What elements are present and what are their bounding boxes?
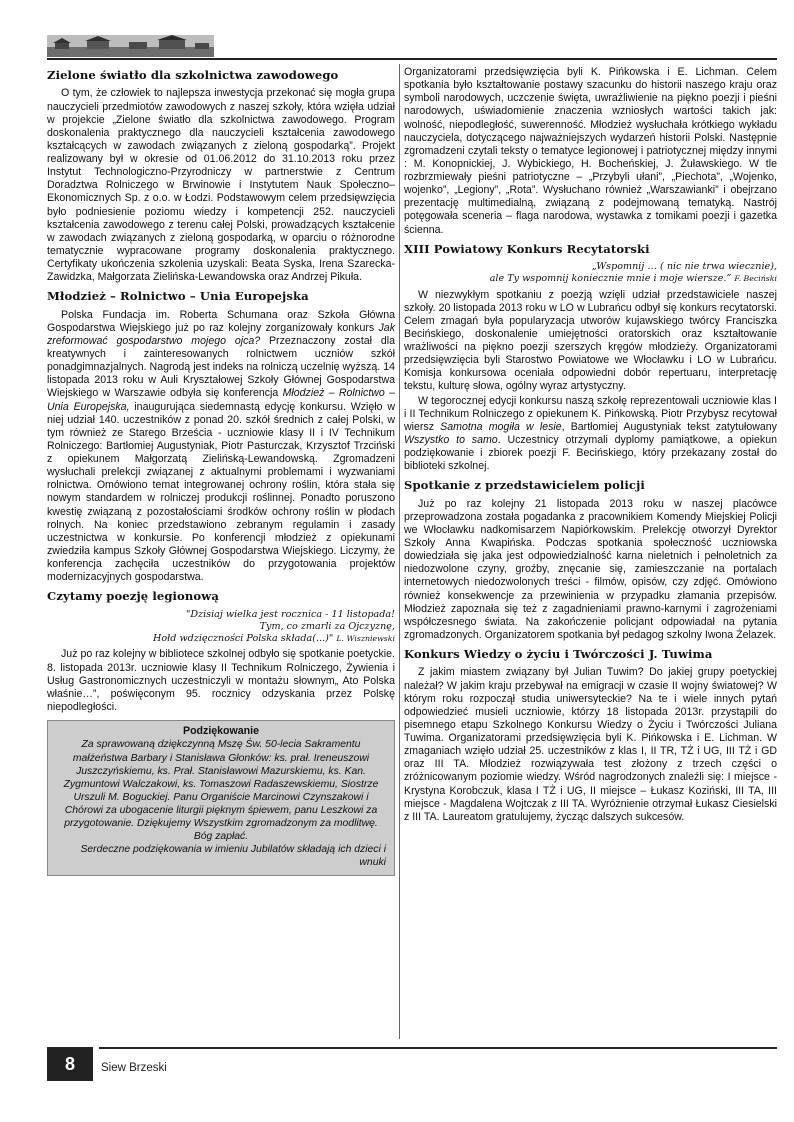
article-paragraph: Organizatorami przedsięwzięcia byli K. Pińkowska i E. Lichman. Celem spotkania było kształtowanie postawy szacunku do historii naszego kraju oraz symboli narodowych, uczczenie święta, uwrażliwienie na piękno poezji i pieśni narodowych, uświadomienie znaczenia wzniosłych wartości takich jak: wolność, niepodległość, suwerenność. Młodzież wysłuchała krótkiego wykładu nauczyciela, dotyczącego najważniejszych wydarzeń historii Polski. Następnie zgromadzeni czytali teksty o tematyce legionowej i patriotycznej między innymi : M. Konopnickiej, J. Wybickiego, H. Bocheńskiej, J. Żuławskiego. W tle rozbrzmiewały pieśni patriotyczne – „Przybyli ułani”, „Piechota”, „Wojenko, wojenko”, „Legiony”, „Rota”. Wysłuchano również „Warszawianki” i obejrzano prezentację multimedialną, związaną z podejmowaną tematyką. Nastrój potęgowała sceneria – flaga narodowa, wystawka z tomikami poezji i gazetka ścienna.	[404, 66, 777, 236]
article-title-tuwim-contest: Konkurs Wiedzy o życiu i Twórczości J. Tuwima	[404, 647, 713, 662]
article-paragraph: W niezwykłym spotkaniu z poezją wzięli udział przedstawiciele naszej szkoły. 20 listopada 2013 roku w LO w Lubrańcu odbył się konkurs recytatorski. Celem zmagań była popularyzacja utworów kujawskiego twórcy Franciszka Becińskiego, doskonalenie umiejętności oratorskich oraz kształtowanie wrażliwości na piękno poezji szerszych kręgów młodzieży. Organizatorami przedsięwzięcia byli Starostwo Powiatowe we Włocławku i LO w Lubrańcu. Komisja konkursowa oceniała odpowiedni dobór repertuaru, interpretację tekstu, kulturę słowa, ogólny wyraz artystyczny.	[404, 288, 777, 393]
footer-rule	[99, 1047, 777, 1049]
page-number: 8	[47, 1047, 93, 1081]
thanks-box	[47, 720, 395, 876]
article-paragraph: W tegorocznej edycji konkursu naszą szkołę reprezentowali uczniowie klas I i II Technikum Rolniczego z opiekunem K. Pińkowską. Piotr Przybysz recytował wiersz Samotna mogiła w lesie, Bartłomiej Augustyniak tekst zatytułowany Wszystko to samo. Uczestnicy otrzymali dyplomy pamiątkowe, a opiekun podziękowanie i zbiorek poezji F. Becińskiego, który przekazany został do biblioteki szkolnej.	[404, 394, 777, 473]
article-paragraph: Polska Fundacja im. Roberta Schumana oraz Szkoła Główna Gospodarstwa Wiejskiego już po raz kolejny zorganizowały konkurs Jak zreformować gospodarstwo mojego ojca? Przeznaczony został dla kreatywnych i zainteresowanych rolnictwem uczniów szkół ponadgimnazjalnych. Nagrodą jest indeks na rolniczą uczelnię wyższą. 14 listopada 2013 roku w Auli Kryształowej Szkoły Głównej Gospodarstwa Wiejskiego w Warszawie odbyła się konferencja Młodzież – Rolnictwo – Unia Europejska, inaugurująca siedemnastą edycję konkursu. Wzięło w niej udział 140. uczestników z ponad 20. szkół średnich z całej Polski, w tym również ze Starego Brześcia - uczniowie klasy II i IV Technikum Rolniczego: Bartłomiej Augustyniak, Piotr Pasturczak, Krzysztof Trzciński z opiekunem Małgorzatą Zielińską-Lewandowską. Zgromadzeni wysłuchali prelekcji związanej z aktualnymi problemami i wyzwaniami rolnictwa. Omówiono temat integrowanej ochrony roślin, która stała się nowym standardem w rolniczej produkcji roślinnej. Ponadto poruszono kwestię związaną z pozostałościami środków ochrony roślin w płodach rolnych. Na koniec przedstawiono zebranym regulamin i zasady uczestnictwa w konkursie. Po konferencji młodzież z opiekunami zwiedziła kampus Szkoły Głównej Gospodarstwa Wiejskiego. Liczymy, że konferencja zachęciła uczestników do przygotowania projektów modernizacyjnych gospodarstwa.	[47, 308, 395, 584]
article-paragraph: Już po raz kolejny w bibliotece szkolnej odbyło się spotkanie poetyckie. 8. listopada 2013r. uczniowie klasy II Technikum Rolniczego, Żywienia i Usług Gastronomicznych uczestniczyli w montażu słownym„ Ato Polska właśnie…”, poświęconym 95. rocznicy odzyskania przez Polskę niepodległości.	[47, 648, 395, 713]
article-title-police-meeting: Spotkanie z przedstawicielem policji	[404, 478, 645, 493]
header-photo-strip	[47, 35, 214, 57]
article-paragraph: O tym, że człowiek to najlepsza inwestycja przekonać się mogła grupa nauczycieli przedmiotów zawodowych z naszej szkoły, która wzięła udział w projekcie „Zielone światło dla szkolnictwa zawodowego. Program doskonalenia praktycznego dla nauczycieli kształcenia zawodowego kształcących w zawodach związanych z zieloną gospodarką”. Projekt realizowany był w okresie od 01.06.2012 do 31.10.2013 roku przez Instytut Technologiczno-Przyrodniczy w partnerstwie z Centrum Doradztwa Rolniczego w Brwinowie i Instytutem Nauk Społeczno–Ekonomicznych Sp. z o.o. w Łodzi. Podstawowym celem przedsięwzięcia było podniesienie poziomu wiedzy i kompetencji 252. nauczycieli kształcenia zawodowego z terenu całej Polski, prowadzących kształcenie w zawodach związanych z zieloną gospodarką, w oparciu o różnorodne tematycznie wypracowane programy doskonalenia praktycznego. Certyfikaty ukończenia szkolenia uzyskali: Beata Syska, Irena Szarecka-Zawidzka, Małgorzata Zielińska-Lewandowska oraz Andrzej Pikuła.	[47, 87, 395, 284]
article-title-recitation-contest: XIII Powiatowy Konkurs Recytatorski	[404, 241, 650, 256]
article-title-legion-poetry: Czytamy poezję legionową	[47, 589, 219, 604]
poetry-motto: „Wspomnij … ( nic nie trwa wiecznie), ale Ty wspomnij koniecznie mnie i moje wiersze.” F. Beciński	[489, 261, 777, 285]
article-title-green-light: Zielone światło dla szkolnictwa zawodowego	[47, 68, 339, 82]
article-paragraph: Już po raz kolejny 21 listopada 2013 roku w naszej placówce przeprowadzona została pogadanka z pracownikiem Komendy Miejskiej Policji we Włocławku nadkomisarzem Napiórkowskim. Prelekcję otworzył Dyrektor Szkoły Anna Kwapińska. Podczas spotkania społeczność uczniowska dowiedziała się jaka jest odpowiedzialność karna nieletnich i pełnoletnich za niedozwolone czyny, groźby, znęcanie się, zamieszczanie na portalach internetowych niedozwolonych treści - filmów, opisów, czy zdjęć. Omówiono również konsekwencje za przewinienia w przypadku złamania przepisów. Młodzież zapoznała się też z zagadnieniami prawno-karnymi i zagrożeniami współczesnego świata. Na zakończenie policjant odpowiadał na pytania zgromadzonych. Organizatorem spotkania był pedagog szkolny Iwona Żelazek.	[404, 497, 777, 641]
header-rule	[47, 58, 777, 60]
column-divider	[399, 64, 400, 1039]
article-paragraph: Z jakim miastem związany był Julian Tuwim? Do jakiej grupy poetyckiej należał? W jakim kraju przebywał na emigracji w czasie II wojny światowej? W którym roku rozpoczął studia uniwersyteckie? Na te i wiele innych pytań odpowiedzieć musieli uczniowie, którzy 18 listopada 2013r. przystąpili do pisemnego etapu Szkolnego Konkursu Wiedzy o Życiu i Twórczości Juliana Tuwima. Organizatorami przedsięwzięcia byli K. Pińkowska i E. Lichman. W zmaganiach wzięło udział 25. uczestników z klas I, II TR, TŻ i UG, III TŻ i GD oraz III TA. Młodzież rozwiązywała test złożony z trzech części o zróżnicowanym poziomie wiedzy. Wśród nagrodzonych znaleźli się: I miejsce - Krystyna Korobczuk, klasa I TŻ i UG, II miejsce – Łukasz Koziński, III TA, III miejsce - Magdalena Wojtczak z III TA. Wyróżnienie otrzymał Łukasz Ciesielski z III TA. Laureatom gratulujemy, życząc dalszych sukcesów.	[404, 666, 777, 823]
right-column	[404, 66, 777, 825]
left-column	[47, 66, 395, 876]
thanks-text: Za sprawowaną dziękczynną Mszę Św. 50-lecia Sakramentu małżeństwa Barbary i Stanisława Głonków: ks. prał. Ireneuszowi Juszczyńskiemu, ks. Prał. Stanisławowi Mazurskiemu, ks. Kan. Zygmuntowi Walczakowi, ks. Tomaszowi Radaszewskiemu, Siostrze Urszuli M. Boguckiej. Panu Organiście Marcinowi Czynszakowi i Chórowi za ubogacenie liturgii pięknym śpiewem, panu Leszkowi za przygotowanie. Dziękujemy Wszystkim zgromadzonym za modlitwę. Bóg zapłać.	[63, 739, 379, 843]
poetry-motto: "Dzisiaj wielka jest rocznica - 11 listopada! Tym, co zmarli za Ojczyznę, Hołd wdzięczności Polska składa(...)" L. Wiszniewski	[153, 608, 395, 645]
thanks-signature: Serdeczne podziękowania w imieniu Jubilatów składają ich dzieci i wnuki	[80, 844, 386, 869]
thanks-title: Podziękowanie	[183, 725, 259, 738]
magazine-name: Siew Brzeski	[101, 1062, 167, 1074]
article-title-youth-agriculture: Młodzież – Rolnictwo – Unia Europejska	[47, 289, 309, 304]
